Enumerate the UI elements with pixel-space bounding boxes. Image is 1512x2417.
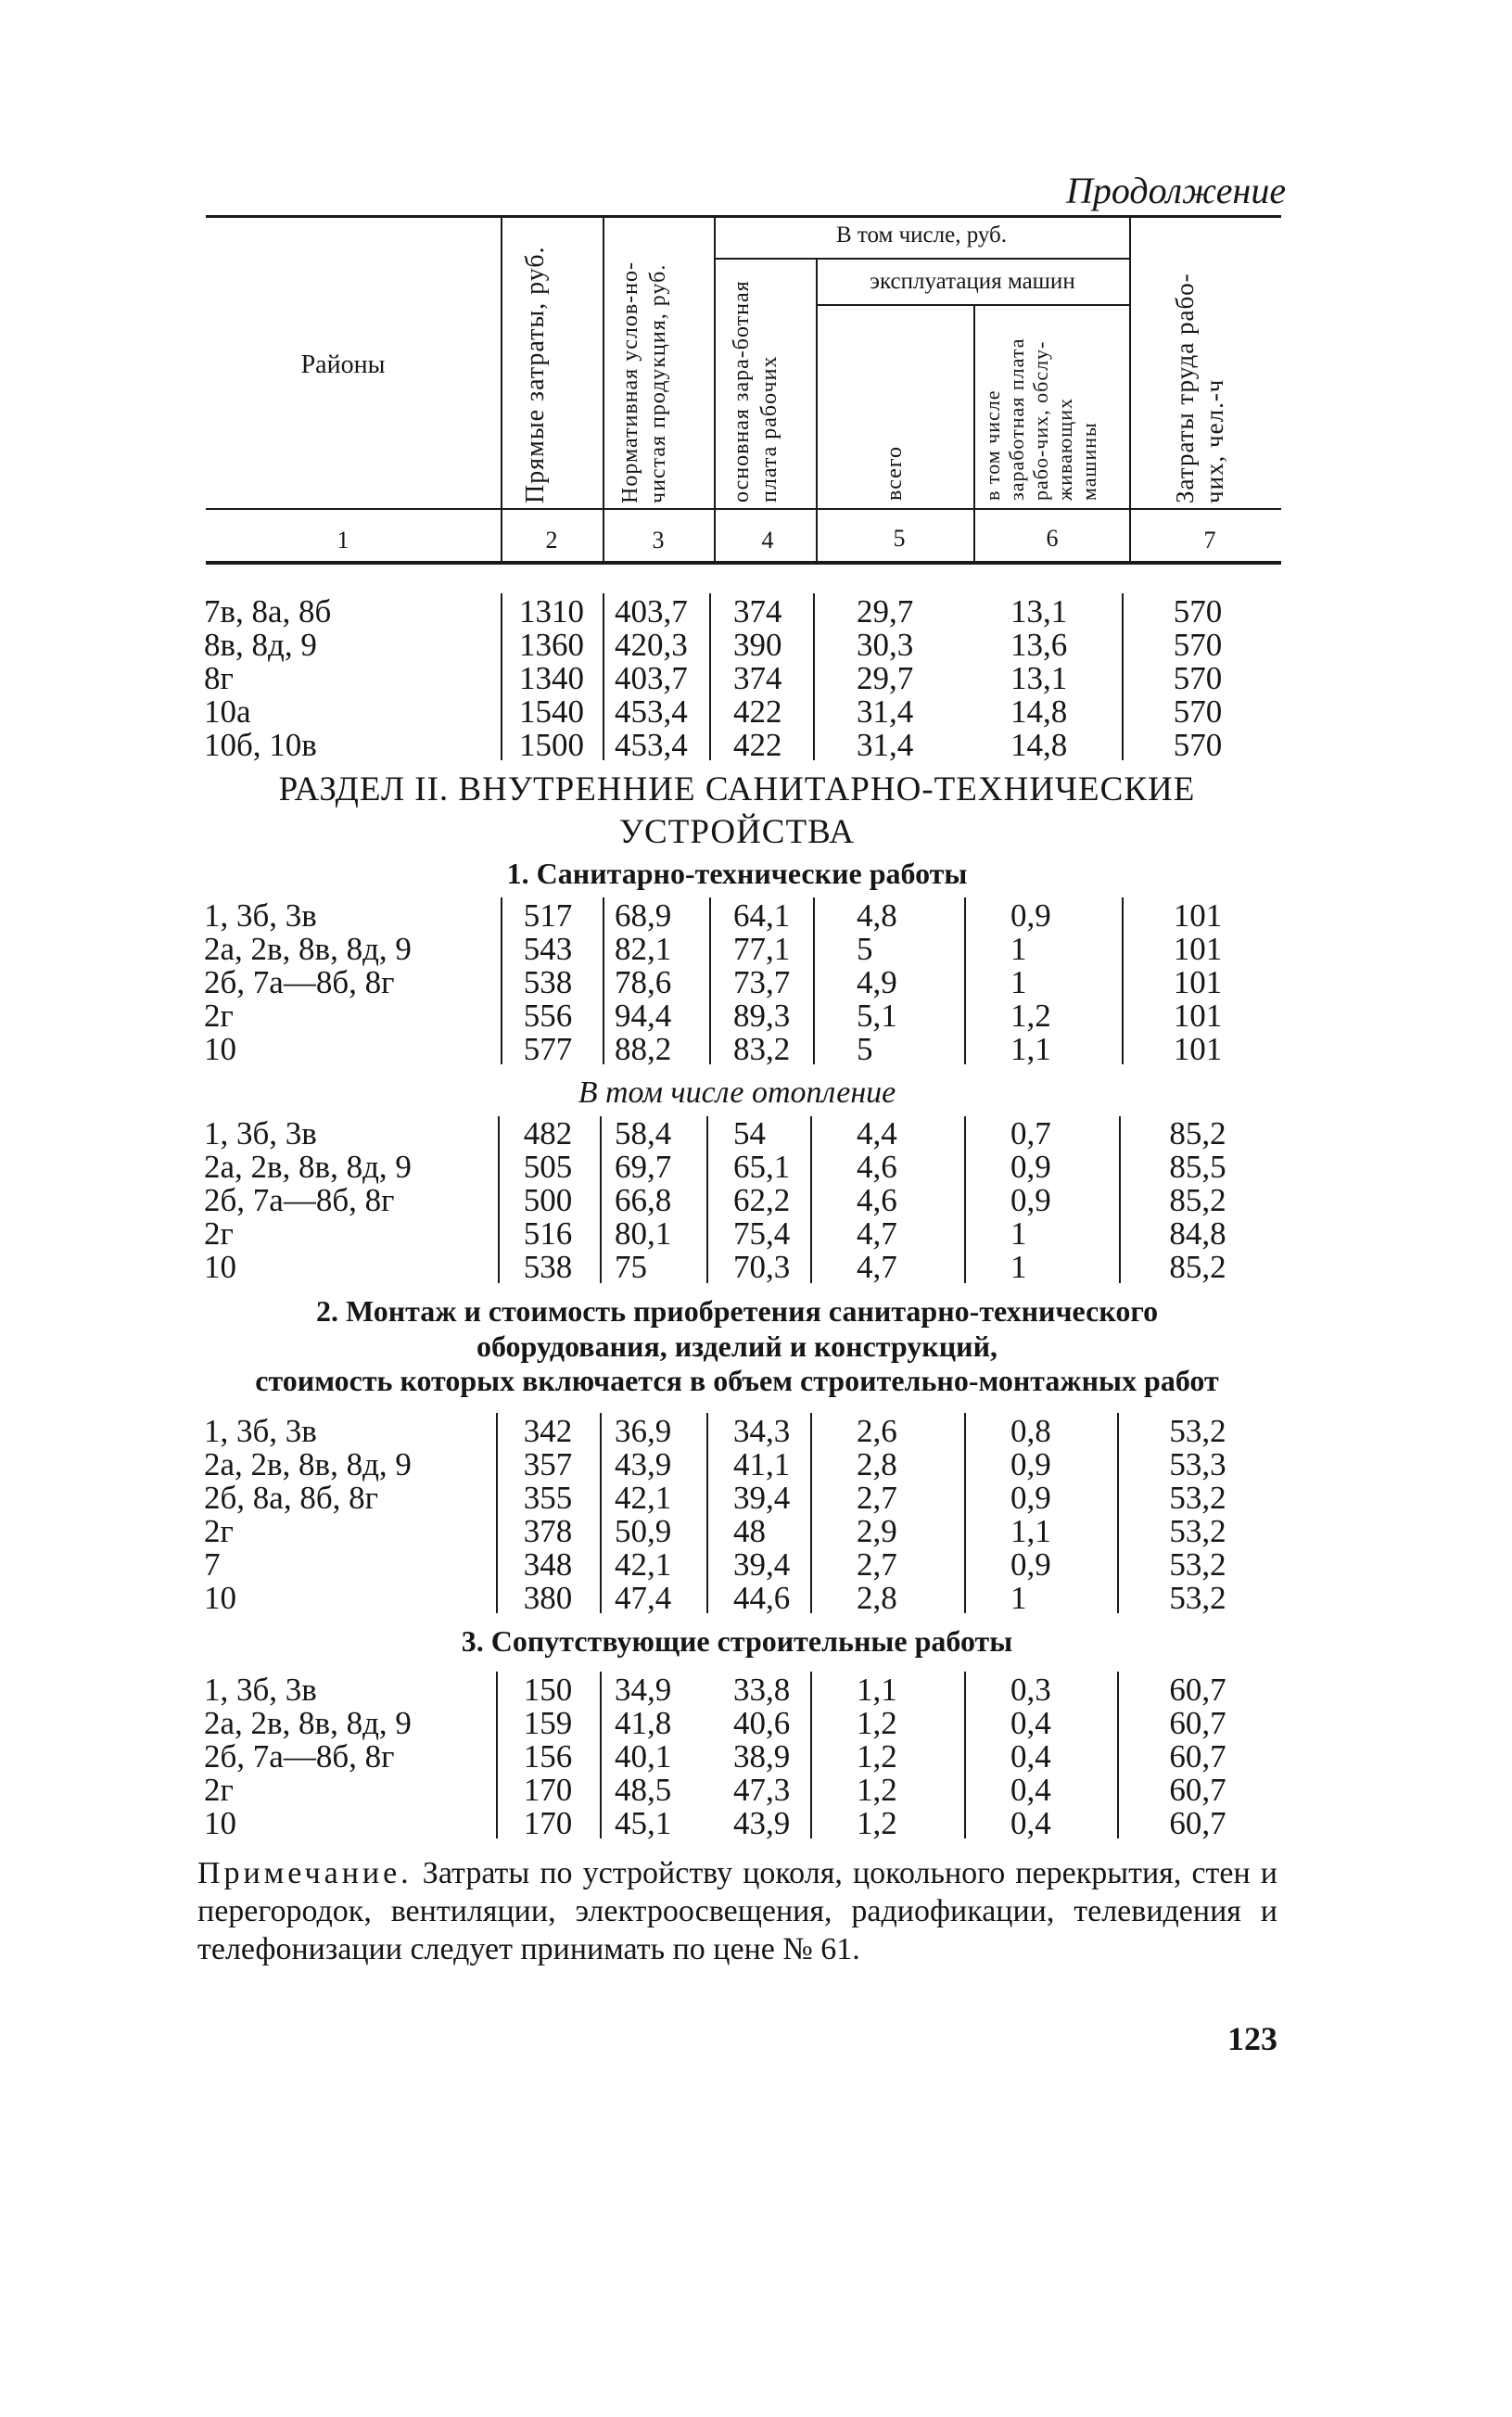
cell-machine-wage: 0,9 bbox=[1010, 897, 1051, 934]
cell-base-wage: 77,1 bbox=[733, 931, 791, 967]
subsection-1b-title: В том числе отопление bbox=[578, 1075, 896, 1110]
cell-labor: 101 bbox=[1173, 931, 1223, 967]
table-row bbox=[204, 1033, 1279, 1066]
hdr-sep-2 bbox=[603, 215, 604, 561]
cell-region: 2а, 2в, 8в, 8д, 9 bbox=[204, 1446, 412, 1482]
incl-group-rule bbox=[714, 258, 1129, 260]
cell-machine-total: 1,2 bbox=[857, 1805, 897, 1841]
cell-labor: 570 bbox=[1173, 693, 1223, 730]
cell-normative: 80,1 bbox=[615, 1215, 672, 1252]
cell-machine-total: 4,9 bbox=[857, 964, 897, 1000]
cell-machine-total: 4,6 bbox=[857, 1182, 897, 1218]
cell-normative: 47,4 bbox=[615, 1580, 672, 1616]
cell-machine-total: 31,4 bbox=[857, 727, 914, 763]
cell-base-wage: 40,6 bbox=[733, 1705, 791, 1741]
cell-machine-wage: 0,9 bbox=[1010, 1182, 1051, 1218]
header-top-rule bbox=[206, 215, 1281, 218]
cell-region: 10 bbox=[204, 1805, 236, 1841]
continuation-label: Продолжение bbox=[1066, 170, 1287, 211]
table-block-top bbox=[204, 595, 1279, 762]
subsection-2-title-line1: 2. Монтаж и стоимость приобретения санитарно-технического bbox=[315, 1294, 1159, 1328]
cell-normative: 42,1 bbox=[615, 1546, 672, 1583]
cell-machine-wage: 1 bbox=[1010, 931, 1027, 967]
cell-region: 10а bbox=[204, 693, 251, 730]
col-header-machine-group: эксплуатация машин bbox=[870, 269, 1075, 294]
table-row bbox=[204, 629, 1279, 662]
cell-labor: 101 bbox=[1173, 998, 1223, 1034]
cell-machine-total: 1,2 bbox=[857, 1705, 897, 1741]
cell-base-wage: 43,9 bbox=[733, 1805, 791, 1841]
cell-region: 2б, 8а, 8б, 8г bbox=[204, 1480, 379, 1516]
colnum-6: 6 bbox=[1046, 525, 1059, 552]
cell-machine-wage: 0,9 bbox=[1010, 1480, 1051, 1516]
cell-region: 7в, 8а, 8б bbox=[204, 593, 332, 630]
colnum-3: 3 bbox=[652, 527, 665, 553]
table-block-sub1 bbox=[204, 899, 1279, 1066]
cell-labor: 85,2 bbox=[1169, 1249, 1226, 1285]
table-row bbox=[204, 899, 1279, 933]
subsection-3-title: 3. Сопутствующие строительные работы bbox=[461, 1624, 1013, 1658]
cell-base-wage: 64,1 bbox=[733, 897, 791, 934]
cell-labor: 570 bbox=[1173, 593, 1223, 630]
cell-region: 7 bbox=[204, 1546, 221, 1583]
header-bottom-rule bbox=[206, 508, 1281, 510]
cell-direct-costs: 516 bbox=[523, 1215, 573, 1252]
cell-normative: 94,4 bbox=[615, 998, 672, 1034]
cell-machine-total: 1,1 bbox=[857, 1672, 897, 1708]
col-header-incl-wage: в том числе заработная плата рабо-чих, обслу-живающих машины bbox=[981, 337, 1100, 501]
cell-region: 1, 3б, 3в bbox=[204, 1672, 317, 1708]
cell-direct-costs: 482 bbox=[523, 1115, 573, 1151]
cell-normative: 69,7 bbox=[615, 1149, 672, 1185]
table-row bbox=[204, 1673, 1279, 1707]
cell-machine-total: 5 bbox=[857, 1031, 873, 1067]
section-title-line1: РАЗДЕЛ II. ВНУТРЕННИЕ САНИТАРНО-ТЕХНИЧЕСКИЕ bbox=[278, 770, 1196, 808]
cell-direct-costs: 538 bbox=[523, 964, 573, 1000]
cell-labor: 101 bbox=[1173, 897, 1223, 934]
cell-machine-wage: 0,3 bbox=[1010, 1672, 1051, 1708]
cell-labor: 60,7 bbox=[1169, 1705, 1226, 1741]
cell-machine-wage: 0,4 bbox=[1010, 1705, 1051, 1741]
cell-base-wage: 65,1 bbox=[733, 1149, 791, 1185]
cell-labor: 570 bbox=[1173, 660, 1223, 696]
table-row bbox=[204, 966, 1279, 999]
cell-normative: 42,1 bbox=[615, 1480, 672, 1516]
col-header-base-wage: основная зара-ботная плата рабочих bbox=[730, 280, 781, 502]
cell-direct-costs: 357 bbox=[523, 1446, 573, 1482]
table-row bbox=[204, 729, 1279, 762]
cell-direct-costs: 1540 bbox=[519, 693, 584, 730]
cell-direct-costs: 543 bbox=[523, 931, 573, 967]
cell-machine-total: 29,7 bbox=[857, 593, 914, 630]
subsection-1-title: 1. Санитарно-технические работы bbox=[506, 857, 968, 890]
col-header-total: всего bbox=[883, 445, 907, 501]
cell-machine-wage: 0,8 bbox=[1010, 1413, 1051, 1449]
cell-machine-total: 1,2 bbox=[857, 1772, 897, 1808]
cell-machine-wage: 14,8 bbox=[1010, 727, 1068, 763]
cell-normative: 41,8 bbox=[615, 1705, 672, 1741]
cell-direct-costs: 342 bbox=[523, 1413, 573, 1449]
cell-machine-total: 2,7 bbox=[857, 1480, 897, 1516]
cell-labor: 60,7 bbox=[1169, 1805, 1226, 1841]
table-block-sub1b bbox=[204, 1117, 1279, 1284]
cell-normative: 45,1 bbox=[615, 1805, 672, 1841]
cell-region: 2а, 2в, 8в, 8д, 9 bbox=[204, 1705, 412, 1741]
cell-direct-costs: 378 bbox=[523, 1513, 573, 1549]
cell-region: 1, 3б, 3в bbox=[204, 897, 317, 934]
cell-machine-total: 29,7 bbox=[857, 660, 914, 696]
table-row bbox=[204, 933, 1279, 966]
cell-base-wage: 38,9 bbox=[733, 1738, 791, 1775]
cell-machine-total: 5,1 bbox=[857, 998, 897, 1034]
cell-normative: 403,7 bbox=[615, 593, 688, 630]
cell-machine-wage: 1 bbox=[1010, 1215, 1027, 1252]
cell-base-wage: 34,3 bbox=[733, 1413, 791, 1449]
col-header-normative: Нормативная услов-но-чистая продукция, руб. bbox=[618, 261, 670, 503]
cell-direct-costs: 156 bbox=[523, 1738, 573, 1775]
cell-base-wage: 44,6 bbox=[733, 1580, 791, 1616]
col-header-regions: Районы bbox=[300, 350, 386, 379]
colnum-5: 5 bbox=[893, 525, 906, 552]
cell-direct-costs: 500 bbox=[523, 1182, 573, 1218]
cell-labor: 60,7 bbox=[1169, 1672, 1226, 1708]
cell-machine-total: 2,8 bbox=[857, 1446, 897, 1482]
cell-direct-costs: 355 bbox=[523, 1480, 573, 1516]
table-row bbox=[204, 1707, 1279, 1740]
cell-machine-total: 4,6 bbox=[857, 1149, 897, 1185]
cell-labor: 570 bbox=[1173, 627, 1223, 663]
cell-labor: 53,3 bbox=[1169, 1446, 1226, 1482]
colnum-2: 2 bbox=[545, 527, 558, 553]
cell-direct-costs: 159 bbox=[523, 1705, 573, 1741]
table-row bbox=[204, 1117, 1279, 1151]
colnum-1: 1 bbox=[337, 527, 349, 553]
cell-direct-costs: 380 bbox=[523, 1580, 573, 1616]
cell-direct-costs: 170 bbox=[523, 1772, 573, 1808]
col-header-incl-group: В том числе, руб. bbox=[835, 223, 1008, 248]
cell-base-wage: 73,7 bbox=[733, 964, 791, 1000]
cell-machine-wage: 13,1 bbox=[1010, 593, 1068, 630]
cell-direct-costs: 1340 bbox=[519, 660, 584, 696]
cell-region: 2б, 7а—8б, 8г bbox=[204, 1738, 395, 1775]
cell-machine-wage: 1 bbox=[1010, 1249, 1027, 1285]
cell-machine-total: 30,3 bbox=[857, 627, 914, 663]
cell-normative: 40,1 bbox=[615, 1738, 672, 1775]
cell-direct-costs: 150 bbox=[523, 1672, 573, 1708]
cell-base-wage: 48 bbox=[733, 1513, 766, 1549]
cell-region: 2г bbox=[204, 998, 234, 1034]
cell-region: 8в, 8д, 9 bbox=[204, 627, 317, 663]
footnote bbox=[197, 1854, 1277, 1968]
table-block-sub2 bbox=[204, 1415, 1279, 1615]
machine-group-rule bbox=[816, 304, 1129, 306]
cell-machine-wage: 1 bbox=[1010, 1580, 1027, 1616]
hdr-sep-4 bbox=[816, 260, 818, 561]
table-row bbox=[204, 1482, 1279, 1515]
cell-direct-costs: 577 bbox=[523, 1031, 573, 1067]
cell-base-wage: 83,2 bbox=[733, 1031, 791, 1067]
table-row bbox=[204, 999, 1279, 1033]
cell-normative: 34,9 bbox=[615, 1672, 672, 1708]
footnote-label: Примечание. bbox=[197, 1856, 413, 1890]
cell-region: 2а, 2в, 8в, 8д, 9 bbox=[204, 931, 412, 967]
colnum-4: 4 bbox=[761, 527, 774, 553]
cell-direct-costs: 1360 bbox=[519, 627, 584, 663]
cell-labor: 101 bbox=[1173, 964, 1223, 1000]
cell-normative: 403,7 bbox=[615, 660, 688, 696]
cell-machine-total: 2,8 bbox=[857, 1580, 897, 1616]
cell-base-wage: 70,3 bbox=[733, 1249, 791, 1285]
cell-machine-wage: 1,1 bbox=[1010, 1513, 1051, 1549]
cell-base-wage: 374 bbox=[733, 593, 782, 630]
cell-machine-wage: 0,9 bbox=[1010, 1446, 1051, 1482]
table-row bbox=[204, 1448, 1279, 1482]
cell-base-wage: 422 bbox=[733, 727, 782, 763]
cell-region: 2а, 2в, 8в, 8д, 9 bbox=[204, 1149, 412, 1185]
cell-region: 1, 3б, 3в bbox=[204, 1115, 317, 1151]
cell-labor: 84,8 bbox=[1169, 1215, 1226, 1252]
cell-labor: 101 bbox=[1173, 1031, 1223, 1067]
cell-machine-total: 4,4 bbox=[857, 1115, 897, 1151]
cell-machine-wage: 13,1 bbox=[1010, 660, 1068, 696]
hdr-sep-5 bbox=[973, 306, 975, 561]
cell-machine-total: 31,4 bbox=[857, 693, 914, 730]
cell-machine-wage: 1,2 bbox=[1010, 998, 1051, 1034]
subsection-2-title-line2: оборудования, изделий и конструкций, bbox=[476, 1329, 998, 1363]
cell-machine-total: 4,8 bbox=[857, 897, 897, 934]
colnum-bottom-rule bbox=[206, 561, 1281, 565]
cell-machine-wage: 0,7 bbox=[1010, 1115, 1051, 1151]
cell-machine-wage: 0,4 bbox=[1010, 1805, 1051, 1841]
cell-normative: 453,4 bbox=[615, 693, 688, 730]
table-row bbox=[204, 1548, 1279, 1582]
cell-labor: 53,2 bbox=[1169, 1546, 1226, 1583]
cell-region: 1, 3б, 3в bbox=[204, 1413, 317, 1449]
cell-labor: 53,2 bbox=[1169, 1480, 1226, 1516]
cell-normative: 50,9 bbox=[615, 1513, 672, 1549]
table-row bbox=[204, 1740, 1279, 1774]
cell-base-wage: 39,4 bbox=[733, 1546, 791, 1583]
hdr-sep-1 bbox=[501, 215, 502, 561]
cell-base-wage: 47,3 bbox=[733, 1772, 791, 1808]
cell-machine-total: 4,7 bbox=[857, 1249, 897, 1285]
cell-base-wage: 39,4 bbox=[733, 1480, 791, 1516]
hdr-sep-3 bbox=[714, 215, 716, 561]
cell-base-wage: 33,8 bbox=[733, 1672, 791, 1708]
cell-direct-costs: 170 bbox=[523, 1805, 573, 1841]
table-row bbox=[204, 695, 1279, 729]
cell-labor: 53,2 bbox=[1169, 1413, 1226, 1449]
cell-region: 2г bbox=[204, 1513, 234, 1549]
cell-direct-costs: 348 bbox=[523, 1546, 573, 1583]
cell-direct-costs: 517 bbox=[523, 897, 573, 934]
cell-machine-wage: 1 bbox=[1010, 964, 1027, 1000]
cell-normative: 48,5 bbox=[615, 1772, 672, 1808]
page-number: 123 bbox=[1227, 2020, 1277, 2057]
cell-normative: 453,4 bbox=[615, 727, 688, 763]
table-block-sub3 bbox=[204, 1673, 1279, 1840]
cell-direct-costs: 1310 bbox=[519, 593, 584, 630]
table-row bbox=[204, 1251, 1279, 1284]
cell-machine-wage: 1,1 bbox=[1010, 1031, 1051, 1067]
cell-base-wage: 62,2 bbox=[733, 1182, 791, 1218]
cell-labor: 85,2 bbox=[1169, 1115, 1226, 1151]
cell-machine-total: 5 bbox=[857, 931, 873, 967]
cell-base-wage: 89,3 bbox=[733, 998, 791, 1034]
cell-region: 10 bbox=[204, 1580, 236, 1616]
cell-machine-total: 2,6 bbox=[857, 1413, 897, 1449]
cell-normative: 36,9 bbox=[615, 1413, 672, 1449]
cell-region: 2б, 7а—8б, 8г bbox=[204, 1182, 395, 1218]
cell-direct-costs: 538 bbox=[523, 1249, 573, 1285]
cell-region: 10 bbox=[204, 1249, 236, 1285]
cell-machine-total: 4,7 bbox=[857, 1215, 897, 1252]
table-row bbox=[204, 1807, 1279, 1840]
table-row bbox=[204, 1774, 1279, 1807]
cell-base-wage: 75,4 bbox=[733, 1215, 791, 1252]
table-row bbox=[204, 1151, 1279, 1184]
cell-region: 10 bbox=[204, 1031, 236, 1067]
cell-normative: 66,8 bbox=[615, 1182, 672, 1218]
cell-normative: 420,3 bbox=[615, 627, 688, 663]
cell-machine-total: 1,2 bbox=[857, 1738, 897, 1775]
subsection-2-title-line3: стоимость которых включается в объем строительно-монтажных работ bbox=[255, 1364, 1219, 1397]
cell-machine-wage: 0,9 bbox=[1010, 1546, 1051, 1583]
colnum-7: 7 bbox=[1203, 527, 1216, 553]
cell-region: 2г bbox=[204, 1215, 234, 1252]
cell-labor: 85,2 bbox=[1169, 1182, 1226, 1218]
section-title-line2: УСТРОЙСТВА bbox=[618, 813, 856, 851]
cell-labor: 53,2 bbox=[1169, 1580, 1226, 1616]
cell-base-wage: 390 bbox=[733, 627, 782, 663]
table-row bbox=[204, 1184, 1279, 1217]
cell-region: 2б, 7а—8б, 8г bbox=[204, 964, 395, 1000]
cell-base-wage: 422 bbox=[733, 693, 782, 730]
table-row bbox=[204, 1415, 1279, 1448]
cell-direct-costs: 1500 bbox=[519, 727, 584, 763]
cell-machine-total: 2,7 bbox=[857, 1546, 897, 1583]
table-row bbox=[204, 1217, 1279, 1251]
table-row bbox=[204, 662, 1279, 695]
hdr-sep-6 bbox=[1129, 215, 1131, 561]
cell-machine-wage: 0,4 bbox=[1010, 1772, 1051, 1808]
cell-labor: 85,5 bbox=[1169, 1149, 1226, 1185]
cell-direct-costs: 505 bbox=[523, 1149, 573, 1185]
cell-machine-wage: 14,8 bbox=[1010, 693, 1068, 730]
cell-labor: 53,2 bbox=[1169, 1513, 1226, 1549]
col-header-labor: Затраты труда рабо-чих, чел.-ч bbox=[1171, 273, 1228, 503]
cell-labor: 60,7 bbox=[1169, 1772, 1226, 1808]
cell-normative: 88,2 bbox=[615, 1031, 672, 1067]
cell-region: 8г bbox=[204, 660, 234, 696]
cell-machine-wage: 13,6 bbox=[1010, 627, 1068, 663]
cell-normative: 78,6 bbox=[615, 964, 672, 1000]
cell-machine-wage: 0,9 bbox=[1010, 1149, 1051, 1185]
cell-region: 10б, 10в bbox=[204, 727, 317, 763]
cell-machine-wage: 0,4 bbox=[1010, 1738, 1051, 1775]
cell-base-wage: 54 bbox=[733, 1115, 766, 1151]
table-row bbox=[204, 1582, 1279, 1615]
cell-region: 2г bbox=[204, 1772, 234, 1808]
cell-normative: 58,4 bbox=[615, 1115, 672, 1151]
col-header-direct-costs: Прямые затраты, руб. bbox=[521, 246, 550, 503]
cell-normative: 43,9 bbox=[615, 1446, 672, 1482]
cell-labor: 60,7 bbox=[1169, 1738, 1226, 1775]
cell-normative: 68,9 bbox=[615, 897, 672, 934]
cell-base-wage: 41,1 bbox=[733, 1446, 791, 1482]
cell-machine-total: 2,9 bbox=[857, 1513, 897, 1549]
cell-direct-costs: 556 bbox=[523, 998, 573, 1034]
cell-labor: 570 bbox=[1173, 727, 1223, 763]
table-row bbox=[204, 595, 1279, 629]
cell-normative: 82,1 bbox=[615, 931, 672, 967]
footnote-text: Затраты по устройству цоколя, цокольного перекрытия, стен и перегородок, вентиляции, электроосвещения, радиофикации, телевидения и телефонизации следует принимать по цене № 61. bbox=[197, 1856, 1277, 1966]
cell-base-wage: 374 bbox=[733, 660, 782, 696]
cell-normative: 75 bbox=[615, 1249, 647, 1285]
table-row bbox=[204, 1515, 1279, 1548]
